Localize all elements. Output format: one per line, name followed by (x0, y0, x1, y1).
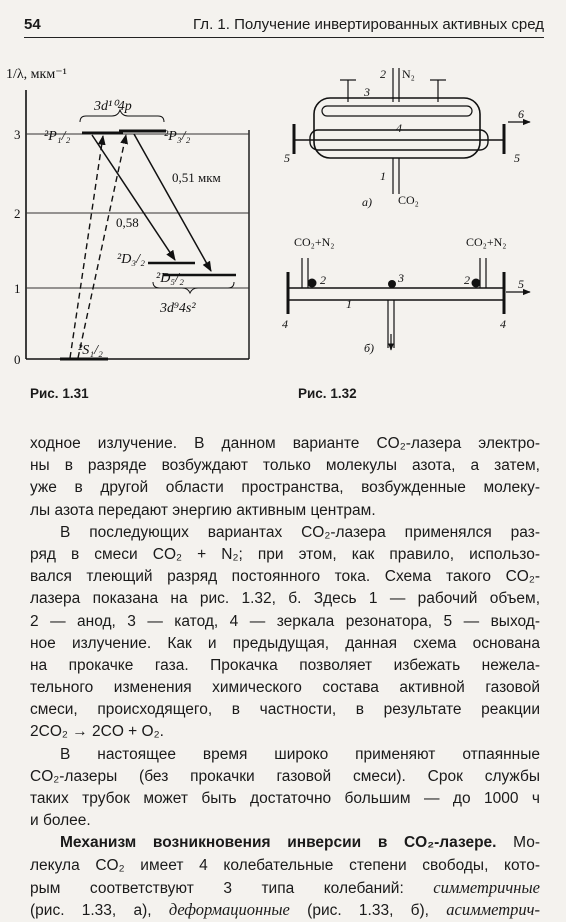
text-line: тельного изменения химического состава активной газовой (30, 679, 540, 697)
schematic-a (284, 67, 530, 209)
a-gas-out: CO₂ (398, 193, 419, 207)
a-gas-in: N₂ (402, 67, 415, 81)
label-2d32: ²D₃/₂ (117, 252, 145, 267)
label-3d94s2: 3d⁹4s² (160, 301, 196, 316)
schematic-b (282, 235, 530, 355)
label-051: 0,51 мкм (172, 170, 221, 185)
text-line: лазера показана на рис. 1.32, б. Здесь 1 — рабочий объем, (30, 590, 540, 608)
svg-text:2: 2 (380, 67, 386, 81)
text-line: ное излучение. Как и предыдущая, данная схема основана (30, 634, 540, 652)
svg-text:4: 4 (282, 317, 288, 331)
svg-text:2: 2 (464, 273, 470, 287)
svg-text:5: 5 (514, 151, 520, 165)
text-line: Механизм возникновения инверсии в CO₂-лазере. Мо- (60, 834, 540, 852)
header-rule (24, 37, 544, 38)
text-line: таких трубок может быть достаточно большим — до 1000 ч (30, 790, 540, 807)
label-2s12: ²S₁/₂ (78, 343, 103, 358)
chapter-title: Гл. 1. Получение инвертированных активных сред (193, 16, 544, 33)
b-gas-right: CO₂+N₂ (466, 235, 507, 249)
label-2p32: ²P₃/₂ (164, 129, 191, 144)
page-number: 54 (24, 16, 41, 33)
text-line: В настоящее время широко применяют отпаянные (60, 745, 540, 763)
b-sub-label: б) (364, 341, 375, 355)
page-header (24, 14, 544, 38)
caption-1-31: Рис. 1.31 (30, 386, 89, 401)
svg-text:6: 6 (518, 107, 524, 121)
text-line: ны в разряде возбуждают только молекулы азота, а затем, (30, 457, 540, 475)
transition-058 (92, 135, 175, 260)
text-line: В последующих вариантах CO₂-лазера применялся раз- (60, 523, 540, 541)
text-line: лекула CO₂ имеет 4 колебательные степени свободы, кото- (30, 856, 540, 874)
text-line: вался тлеющий разряд постоянного тока. Схема такого CO₂- (30, 568, 540, 586)
label-3d104p: 3d¹⁰4p (94, 99, 132, 114)
section-heading: Механизм возникновения инверсии в CO₂-лазере. (60, 834, 497, 852)
text-line: CO₂-лазеры (без прокачки газовой смеси). Срок службы (30, 767, 540, 785)
y-tick-1: 1 (14, 281, 21, 296)
text-line: и более. (30, 812, 91, 830)
svg-text:5: 5 (284, 151, 290, 165)
svg-text:3: 3 (398, 271, 404, 285)
y-tick-2: 2 (14, 206, 21, 221)
svg-text:4: 4 (396, 121, 402, 135)
svg-text:2: 2 (320, 273, 326, 287)
svg-text:5: 5 (518, 277, 524, 291)
text-line: на прокачке газа. Прокачка позволяет избежать нежела- (30, 656, 540, 674)
label-2p12: ²P₁/₂ (44, 129, 71, 144)
label-058: 0,58 (116, 215, 139, 230)
svg-text:1: 1 (346, 297, 352, 311)
y-tick-3: 3 (14, 127, 21, 142)
y-axis-label: 1/λ, мкм⁻¹ (6, 67, 67, 82)
figure-1-32-laser-schematics (268, 58, 548, 360)
text-line: ходное излучение. В данном варианте CO₂-лазера электро- (30, 435, 540, 452)
a-sub-label: а) (362, 195, 372, 209)
svg-text:1: 1 (380, 169, 386, 183)
text-line: 2CO₂ → 2CO + O₂. (30, 723, 164, 741)
text-line: уже в другой области пространства, возбужденные молеку- (30, 479, 540, 497)
figure-1-31-energy-levels (0, 60, 255, 382)
text-line: 2 — анод, 3 — катод, 4 — зеркала резонатора, 5 — выход- (30, 612, 540, 630)
caption-1-32: Рис. 1.32 (298, 386, 357, 401)
text-line: (рис. 1.33, а), деформационные (рис. 1.33, б), асимметрич- (30, 899, 541, 919)
y-tick-0: 0 (14, 352, 21, 367)
b-gas-left: CO₂+N₂ (294, 235, 335, 249)
transition-051 (134, 134, 211, 271)
excitation-p12 (70, 136, 103, 358)
text-line: ряд в смеси CO₂ + N₂; при этом, как правило, использо- (30, 545, 540, 563)
body-text (30, 433, 540, 921)
svg-text:3: 3 (364, 85, 370, 99)
text-line: рым соответствуют 3 типа колебаний: симметричные (30, 877, 540, 897)
label-2d52: ²D₅/₂ (156, 271, 184, 286)
text-line: лы азота передают энергию активным центрам. (30, 501, 376, 519)
text-line: смеси, происходящего, в частности, в результате реакции (30, 701, 540, 719)
svg-text:4: 4 (500, 317, 506, 331)
excitation-p32 (78, 135, 126, 358)
